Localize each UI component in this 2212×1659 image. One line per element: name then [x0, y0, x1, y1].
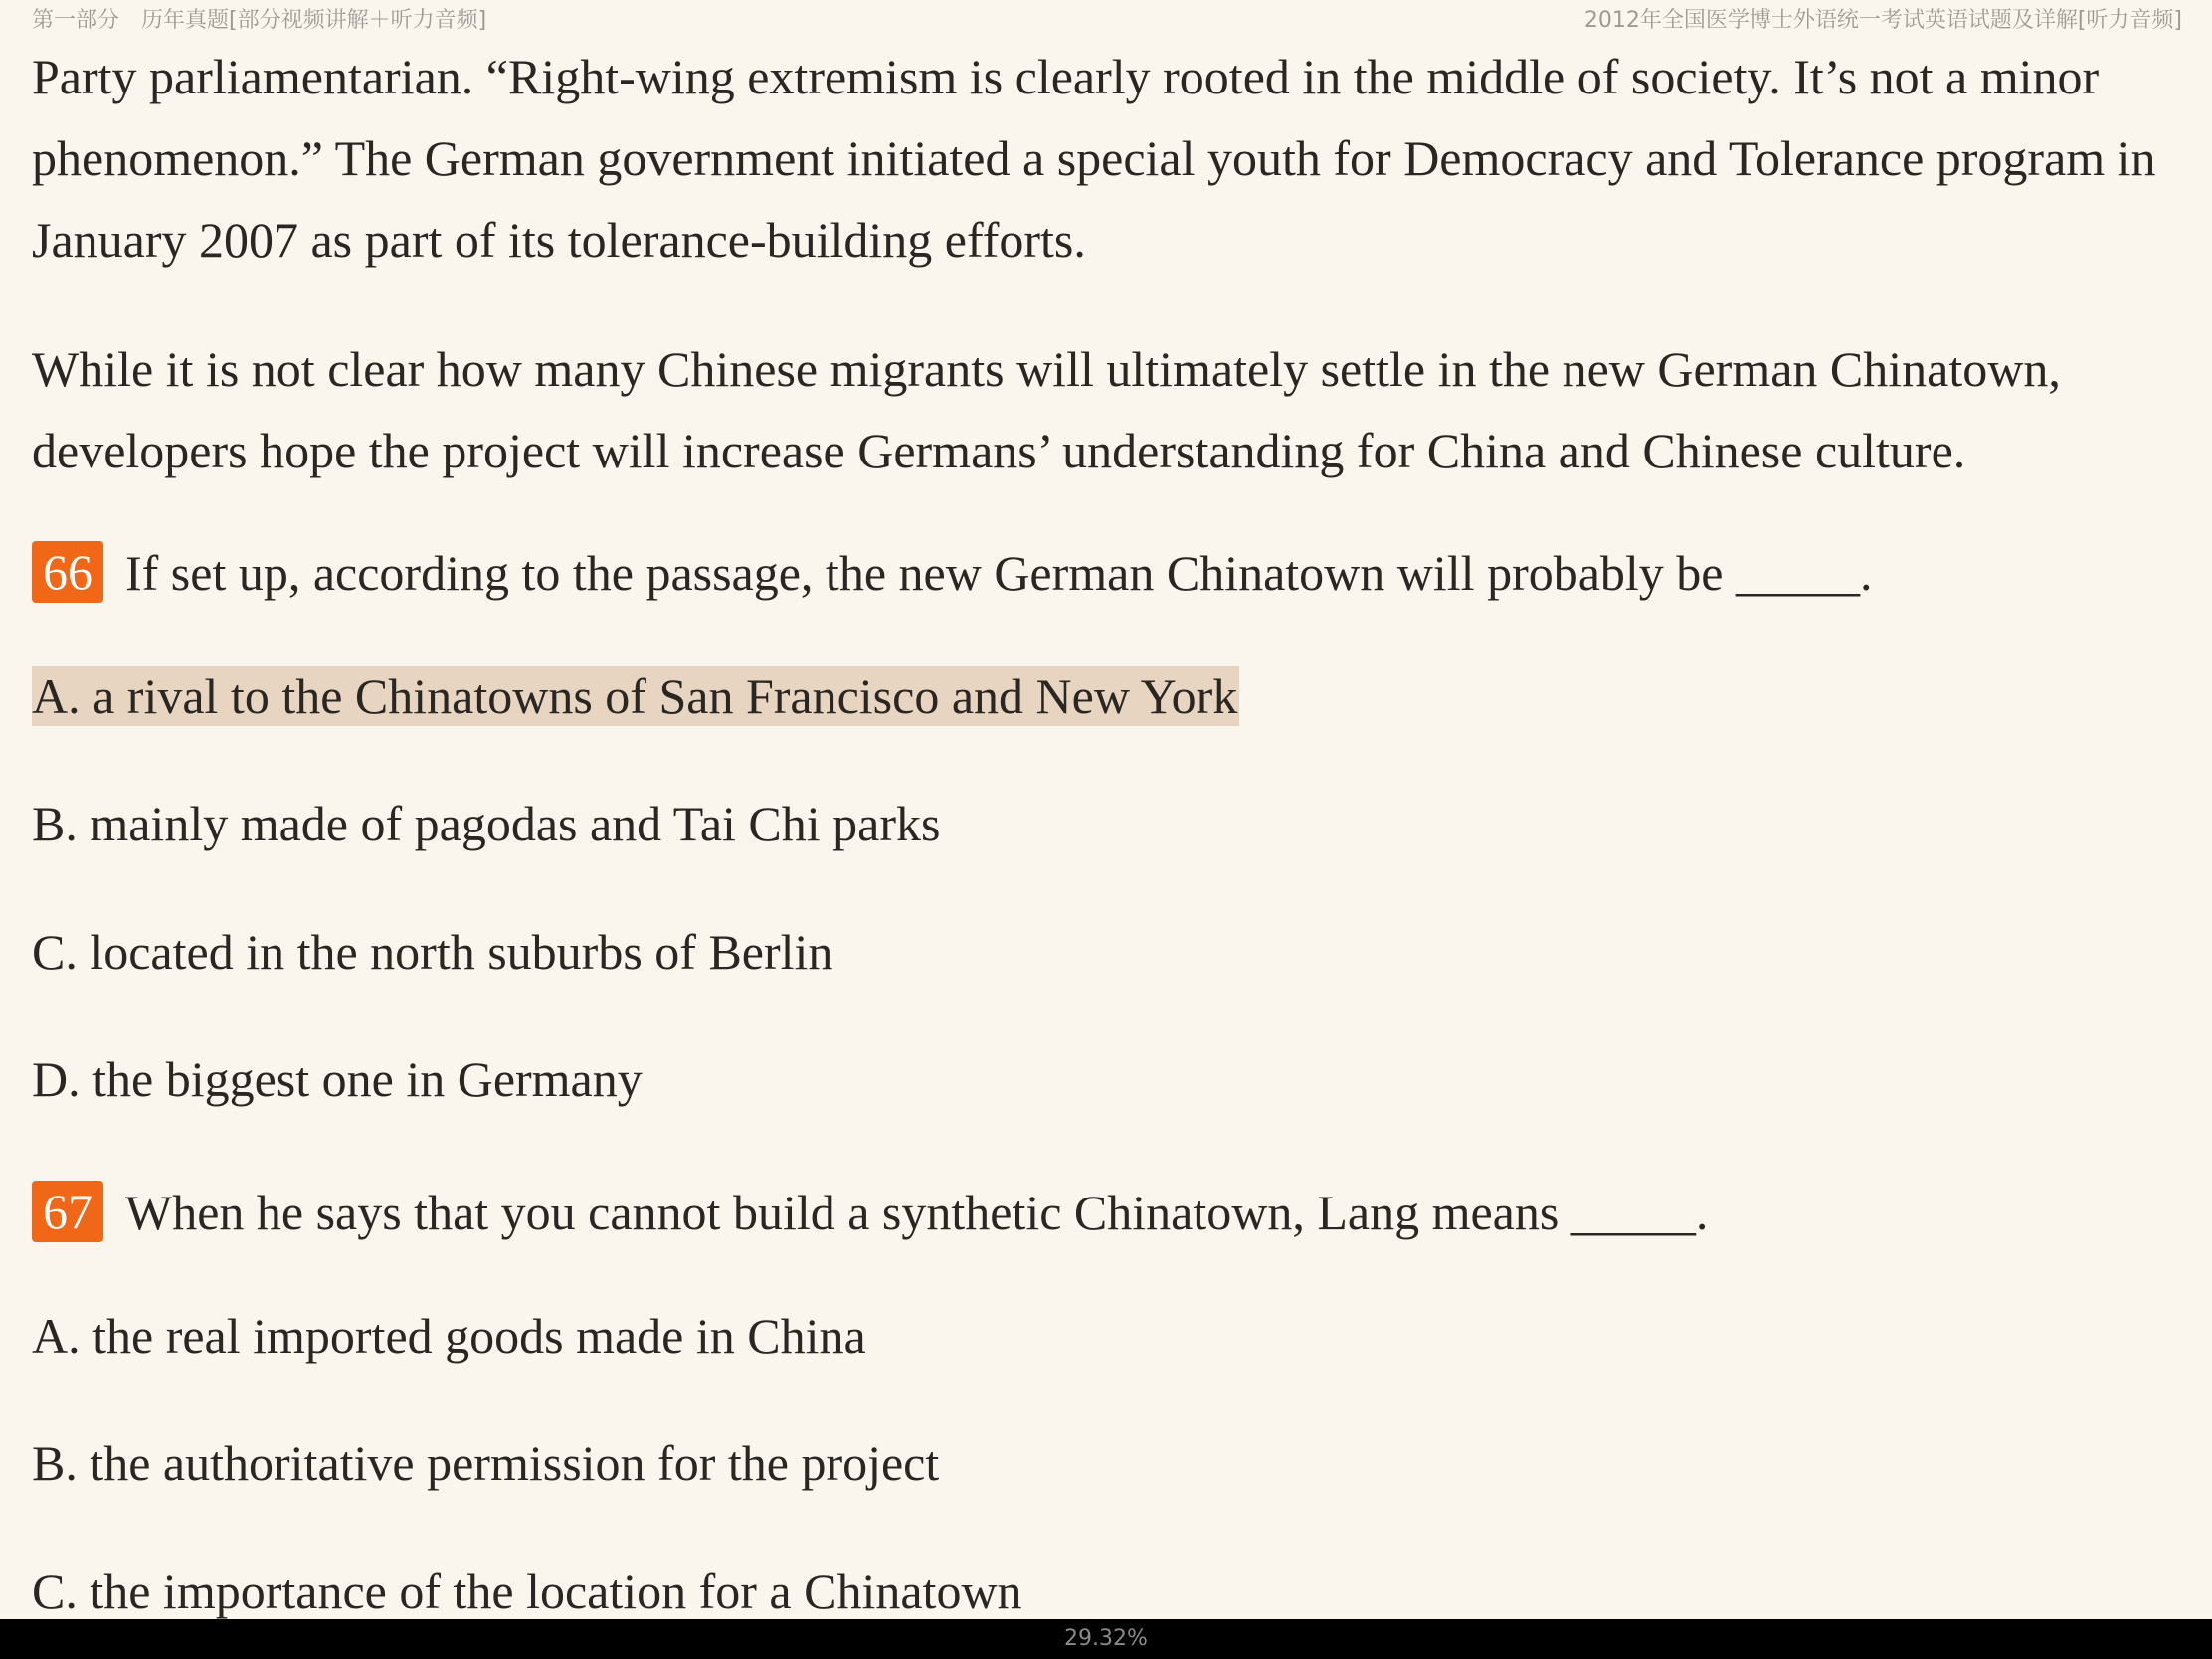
question-67[interactable] [32, 1181, 1708, 1244]
option-67-c[interactable]: C. the importance of the location for a Chinatown [32, 1564, 1022, 1619]
question-number-badge: 67 [32, 1181, 103, 1242]
question-number-badge: 66 [32, 541, 103, 603]
option-66-b[interactable]: B. mainly made of pagodas and Tai Chi parks [32, 796, 941, 851]
header-left [32, 6, 486, 36]
passage-paragraph[interactable]: Party parliamentarian. “Right-wing extremism is clearly rooted in the middle of society. It’s not a minor phenomenon.” The German government initiated a special youth for Democracy and Tolerance program in January 2007 as part of its tolerance-building efforts. [32, 49, 2156, 268]
reading-progress-bar [0, 1619, 2212, 1659]
page-header [32, 6, 2182, 36]
question-text: When he says that you cannot build a synthetic Chinatown, Lang means _____. [125, 1185, 1709, 1240]
header-chapter: 历年真题[部分视频讲解＋听力音频] [141, 8, 487, 33]
option-67-a[interactable]: A. the real imported goods made in China [32, 1308, 866, 1364]
passage-paragraph[interactable]: While it is not clear how many Chinese migrants will ultimately settle in the new German Chinatown, developers hope the project will increase Germans’ understanding for China and Chinese culture. [32, 341, 2061, 478]
question-text: If set up, according to the passage, the new German Chinatown will probably be _____. [125, 545, 1873, 601]
question-66[interactable] [32, 541, 1873, 605]
passage [32, 36, 2180, 491]
option-66-a-highlighted[interactable]: A. a rival to the Chinatowns of San Francisco and New York [32, 668, 1238, 724]
option-66-c[interactable]: C. located in the north suburbs of Berlin [32, 924, 833, 980]
option-66-d[interactable]: D. the biggest one in Germany [32, 1051, 643, 1107]
header-section: 第一部分 [32, 8, 120, 33]
header-book-title: 2012年全国医学博士外语统一考试英语试题及详解[听力音频] [1583, 8, 2182, 33]
option-67-b[interactable]: B. the authoritative permission for the project [32, 1435, 940, 1491]
progress-percent: 29.32% [1064, 1626, 1148, 1651]
